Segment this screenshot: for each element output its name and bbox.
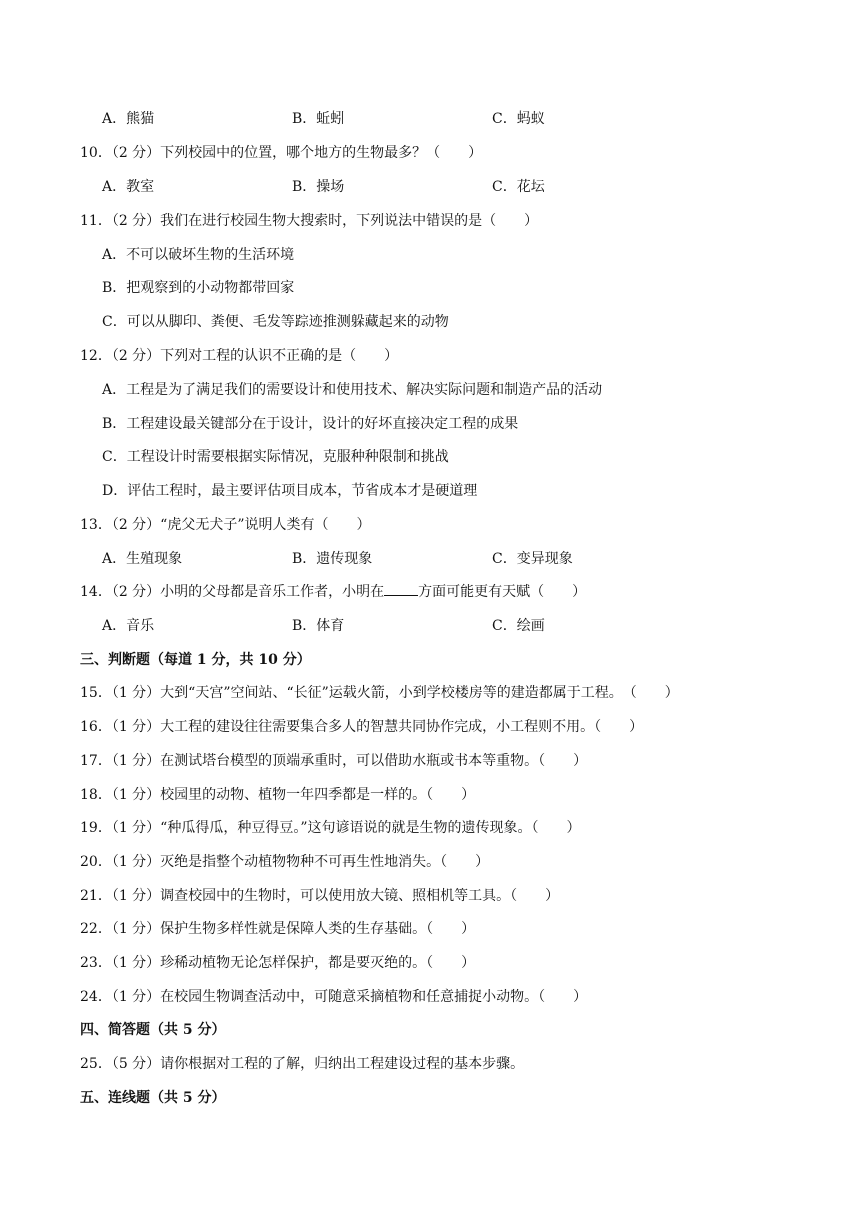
- q12-option-c: C．工程设计时需要根据实际情况，克服种种限制和挑战: [102, 449, 449, 465]
- section3-title: 三、判断题（每道 1 分，共 10 分）: [80, 652, 311, 668]
- q10-options: [102, 176, 802, 198]
- q22: 22．（1 分）保护生物多样性就是保障人类的生存基础。（ ）: [80, 921, 476, 937]
- q13-option-c: C．变异现象: [492, 551, 573, 567]
- q9-option-b: B．蚯蚓: [292, 111, 345, 127]
- q9-option-c: C．蚂蚁: [492, 111, 545, 127]
- q23: 23．（1 分）珍稀动植物无论怎样保护，都是要灭绝的。（ ）: [80, 955, 476, 971]
- q10-option-a: A．教室: [102, 179, 155, 195]
- q10-option-c: C．花坛: [492, 179, 545, 195]
- q24: 24．（1 分）在校园生物调查活动中，可随意采摘植物和任意捕捉小动物。（ ）: [80, 989, 588, 1005]
- q13-options: [102, 548, 802, 570]
- q9-option-a: A．熊猫: [102, 111, 155, 127]
- q11-stem: 11．（2 分）我们在进行校园生物大搜索时，下列说法中错误的是（ ）: [80, 213, 539, 229]
- q15: 15．（1 分）大到“天宫”空间站、“长征”运载火箭，小到学校楼房等的建造都属于工程。 （ ）: [80, 685, 679, 701]
- q17: 17．（1 分）在测试塔台模型的顶端承重时，可以借助水瓶或书本等重物。（ ）: [80, 753, 588, 769]
- q11-option-a: A．不可以破坏生物的生活环境: [102, 247, 295, 263]
- q16: 16．（1 分）大工程的建设往往需要集合多人的智慧共同协作完成，小工程则不用。（ ）: [80, 719, 644, 735]
- q19: 19．（1 分）“种瓜得瓜，种豆得豆。”这句谚语说的就是生物的遗传现象。（ ）: [80, 820, 581, 836]
- q20: 20．（1 分）灭绝是指整个动植物物种不可再生性地消失。（ ）: [80, 854, 490, 870]
- q12-option-d: D．评估工程时，最主要评估项目成本，节省成本才是硬道理: [102, 483, 478, 499]
- q12-option-b: B．工程建设最关键部分在于设计，设计的好坏直接决定工程的成果: [102, 416, 519, 432]
- q11-option-c: C．可以从脚印、粪便、毛发等踪迹推测躲藏起来的动物: [102, 314, 449, 330]
- q14-stem: [80, 581, 820, 603]
- q10-option-b: B．操场: [292, 179, 345, 195]
- q10-stem: 10．（2 分）下列校园中的位置，哪个地方的生物最多？（ ）: [80, 145, 483, 161]
- q14-option-a: A．音乐: [102, 618, 155, 634]
- q14-stem-after: 方面可能更有天赋（ ）: [418, 584, 587, 600]
- q14-stem-before: 14．（2 分）小明的父母都是音乐工作者，小明在: [80, 584, 385, 600]
- q12-option-a: A．工程是为了满足我们的需要设计和使用技术、解决实际问题和制造产品的活动: [102, 382, 603, 398]
- q14-blank: [384, 581, 418, 596]
- q11-option-b: B．把观察到的小动物都带回家: [102, 280, 295, 296]
- q18: 18．（1 分）校园里的动物、植物一年四季都是一样的。（ ）: [80, 787, 476, 803]
- section4-title: 四、简答题（共 5 分）: [80, 1022, 226, 1038]
- q25: 25．（5 分）请你根据对工程的了解，归纳出工程建设过程的基本步骤。: [80, 1056, 525, 1072]
- section5-title: 五、连线题（共 5 分）: [80, 1090, 226, 1106]
- q14-options: [102, 615, 802, 637]
- q13-option-b: B．遗传现象: [292, 551, 373, 567]
- q14-option-c: C．绘画: [492, 618, 545, 634]
- q21: 21．（1 分）调查校园中的生物时，可以使用放大镜、照相机等工具。（ ）: [80, 888, 560, 904]
- q14-option-b: B．体育: [292, 618, 345, 634]
- q12-stem: 12．（2 分）下列对工程的认识不正确的是（ ）: [80, 348, 399, 364]
- q9-options: [102, 108, 802, 130]
- q13-option-a: A．生殖现象: [102, 551, 183, 567]
- q13-stem: 13．（2 分）“虎父无犬子”说明人类有（ ）: [80, 517, 371, 533]
